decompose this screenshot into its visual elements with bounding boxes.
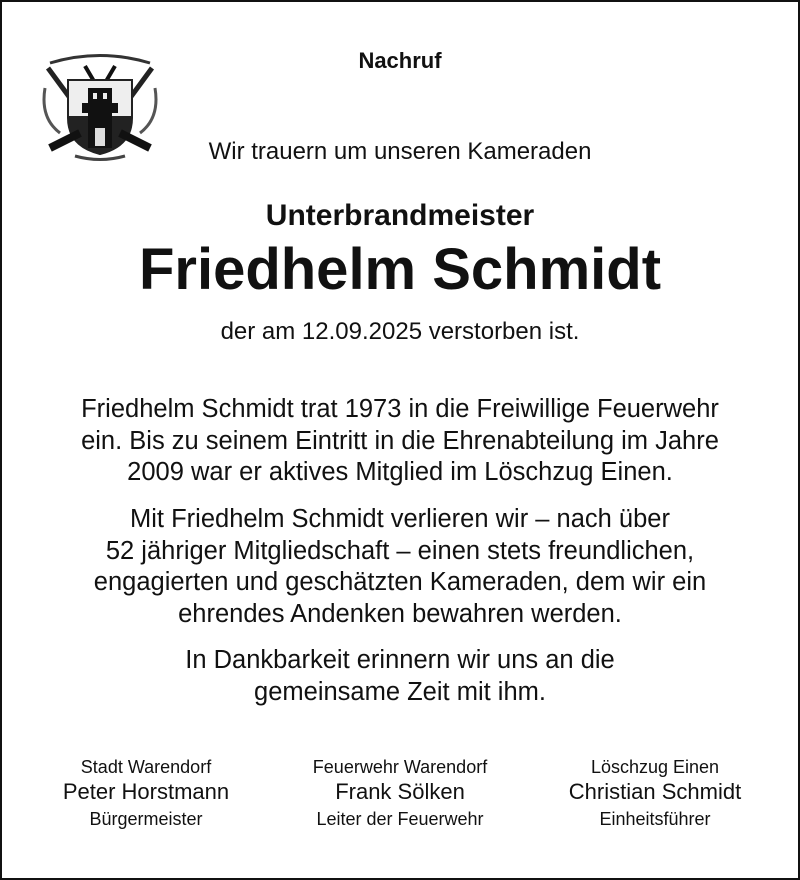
signatory-3 [525, 756, 785, 832]
text-line: Mit Friedhelm Schmidt verlieren wir – nach über [130, 505, 670, 533]
paragraph-3 [0, 645, 800, 708]
signatory-role: Einheitsführer [599, 809, 711, 829]
text-line: ein. Bis zu seinem Eintritt in die Ehrenabteilung im Jahre [81, 426, 719, 455]
signatory-1 [16, 756, 276, 832]
signatory-2 [270, 756, 530, 832]
signatory-role: Bürgermeister [89, 809, 203, 829]
rank: Unterbrandmeister [265, 199, 535, 232]
heading-nachruf: Nachruf [358, 48, 442, 73]
text-line: engagierten und geschätzten Kameraden, dem wir ein [93, 568, 707, 596]
signatory-name: Peter Horstmann [62, 779, 230, 804]
text-line: Friedhelm Schmidt trat 1973 in die Freiwillige Feuerwehr [81, 395, 719, 423]
signatory-org: Löschzug Einen [590, 757, 720, 777]
text-line: In Dankbarkeit erinnern wir uns an die [185, 646, 615, 674]
signatory-org: Feuerwehr Warendorf [312, 757, 488, 777]
signatory-name: Christian Schmidt [568, 779, 742, 804]
signatory-name: Frank Sölken [335, 779, 465, 804]
text-line: ehrendes Andenken bewahren werden. [178, 599, 622, 628]
text-line: 52 jähriger Mitgliedschaft – einen stets freundlichen, [105, 536, 695, 565]
intro-text: Wir trauern um unseren Kameraden [208, 138, 592, 165]
text-line: 2009 war er aktives Mitglied im Löschzug Einen. [127, 458, 673, 486]
paragraph-2 [0, 504, 800, 630]
text-line: gemeinsame Zeit mit ihm. [254, 677, 546, 706]
signatory-org: Stadt Warendorf [80, 757, 212, 777]
signatory-role: Leiter der Feuerwehr [316, 809, 484, 829]
deceased-name: Friedhelm Schmidt [138, 237, 662, 302]
death-date-line: der am 12.09.2025 verstorben ist. [220, 318, 580, 345]
paragraph-1 [0, 394, 800, 489]
